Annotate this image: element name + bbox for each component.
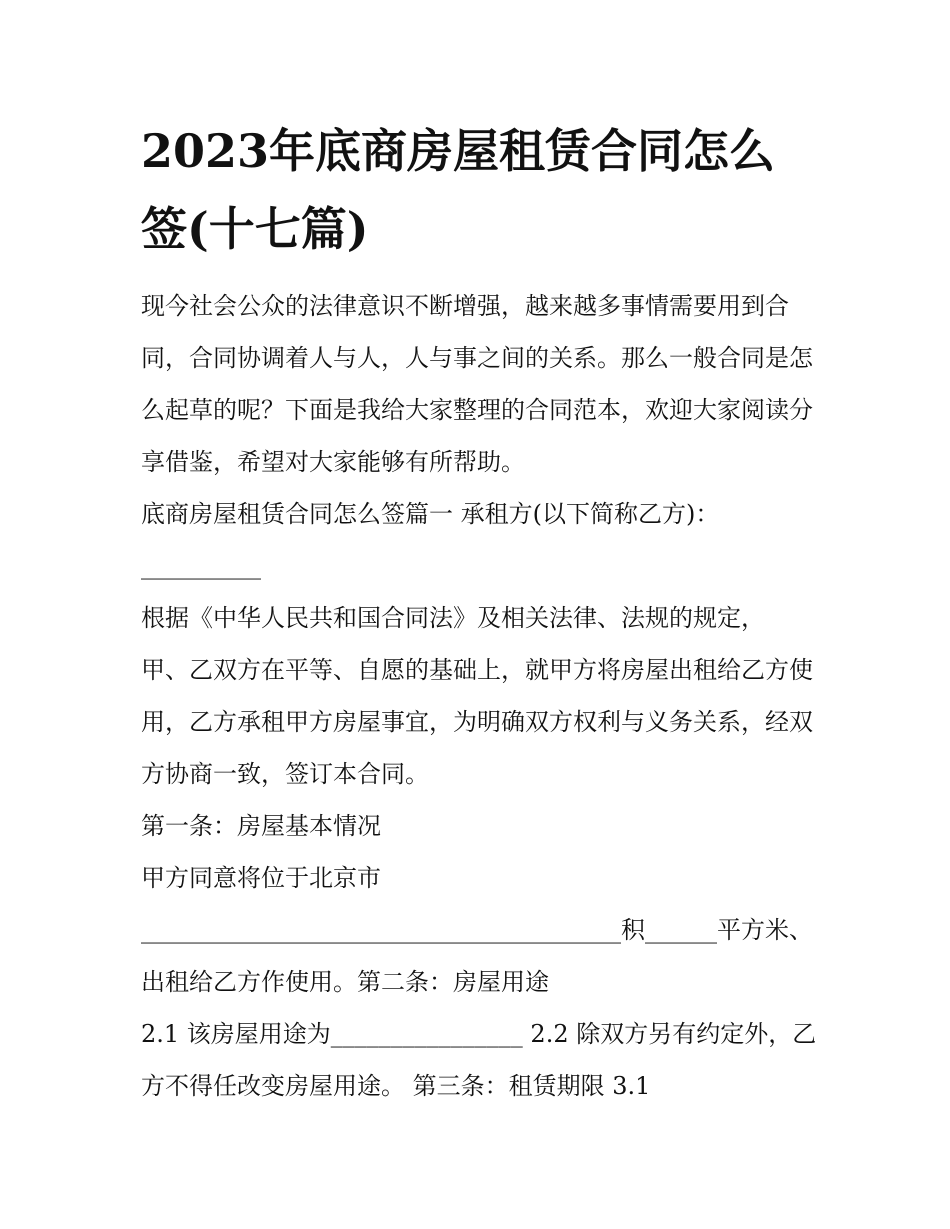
blank-line: __________: [141, 552, 261, 580]
document-page: [141, 112, 821, 1112]
article-one-text: 甲方同意将位于北京市: [141, 864, 381, 892]
address-area-line: ________________________________________积______平方米、: [141, 916, 813, 944]
chapter-heading: 底商房屋租赁合同怎么签篇一 承租方(以下简称乙方)：: [141, 500, 720, 528]
article-two-line: 出租给乙方作使用。第二条：房屋用途: [141, 968, 549, 996]
document-title: 2023年底商房屋租赁合同怎么签(十七篇): [141, 124, 776, 256]
intro-paragraph: 现今社会公众的法律意识不断增强，越来越多事情需要用到合同，合同协调着人与人，人与事之间的关系。那么一般合同是怎么起草的呢？下面是我给大家整理的合同范本，欢迎大家阅读分享借鉴，希望对大家能够有所帮助。: [141, 292, 813, 476]
legal-basis-paragraph: 根据《中华人民共和国合同法》及相关法律、法规的规定，: [141, 604, 765, 632]
article-one-heading: 第一条：房屋基本情况: [141, 812, 381, 840]
usage-clause-paragraph: 2.1 该房屋用途为________________ 2.2 除双方另有约定外，乙方不得任改变房屋用途。 第三条：租赁期限 3.1: [141, 1020, 817, 1100]
agreement-paragraph: 甲、乙双方在平等、自愿的基础上，就甲方将房屋出租给乙方使用，乙方承租甲方房屋事宜，为明确双方权利与义务关系，经双方协商一致，签订本合同。: [141, 656, 813, 788]
document-body: [141, 280, 821, 1112]
